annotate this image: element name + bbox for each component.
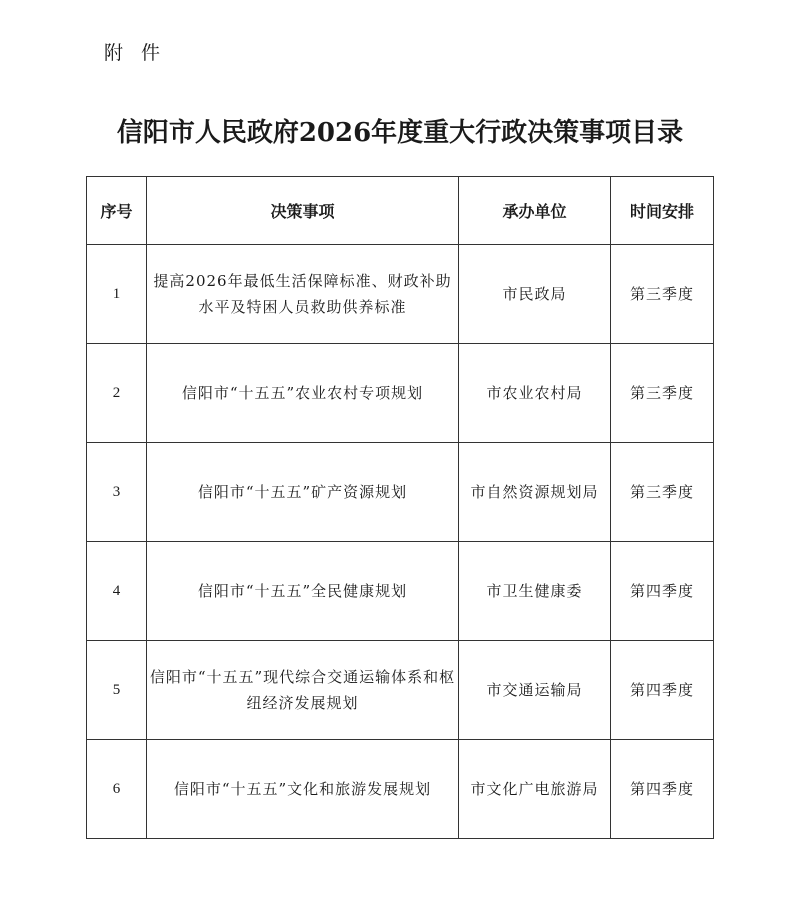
decision-catalog-table <box>86 176 714 839</box>
row-time: 第三季度 <box>611 443 714 542</box>
header-unit: 承办单位 <box>459 177 611 245</box>
row-time: 第三季度 <box>611 344 714 443</box>
table-row <box>87 344 714 443</box>
table-row <box>87 245 714 344</box>
row-item: 信阳市“十五五”矿产资源规划 <box>147 443 459 542</box>
table-row <box>87 542 714 641</box>
table-row <box>87 443 714 542</box>
row-unit: 市农业农村局 <box>459 344 611 443</box>
attachment-label: 附 件 <box>104 42 167 64</box>
header-time: 时间安排 <box>611 177 714 245</box>
row-unit: 市文化广电旅游局 <box>459 740 611 839</box>
row-time: 第四季度 <box>611 542 714 641</box>
table-header-row <box>87 177 714 245</box>
header-item: 决策事项 <box>147 177 459 245</box>
table-row <box>87 641 714 740</box>
row-time: 第四季度 <box>611 740 714 839</box>
row-time: 第三季度 <box>611 245 714 344</box>
row-item: 提高2026年最低生活保障标准、财政补助水平及特困人员救助供养标准 <box>147 245 459 344</box>
header-num: 序号 <box>87 177 147 245</box>
row-num: 2 <box>87 344 147 443</box>
row-num: 5 <box>87 641 147 740</box>
page-title: 信阳市人民政府2026年度重大行政决策事项目录 <box>116 118 684 148</box>
table-row <box>87 740 714 839</box>
row-num: 1 <box>87 245 147 344</box>
row-num: 6 <box>87 740 147 839</box>
row-unit: 市自然资源规划局 <box>459 443 611 542</box>
row-item: 信阳市“十五五”现代综合交通运输体系和枢纽经济发展规划 <box>147 641 459 740</box>
row-time: 第四季度 <box>611 641 714 740</box>
row-item: 信阳市“十五五”全民健康规划 <box>147 542 459 641</box>
row-unit: 市民政局 <box>459 245 611 344</box>
row-item: 信阳市“十五五”农业农村专项规划 <box>147 344 459 443</box>
row-num: 3 <box>87 443 147 542</box>
row-num: 4 <box>87 542 147 641</box>
row-item: 信阳市“十五五”文化和旅游发展规划 <box>147 740 459 839</box>
row-unit: 市交通运输局 <box>459 641 611 740</box>
row-unit: 市卫生健康委 <box>459 542 611 641</box>
